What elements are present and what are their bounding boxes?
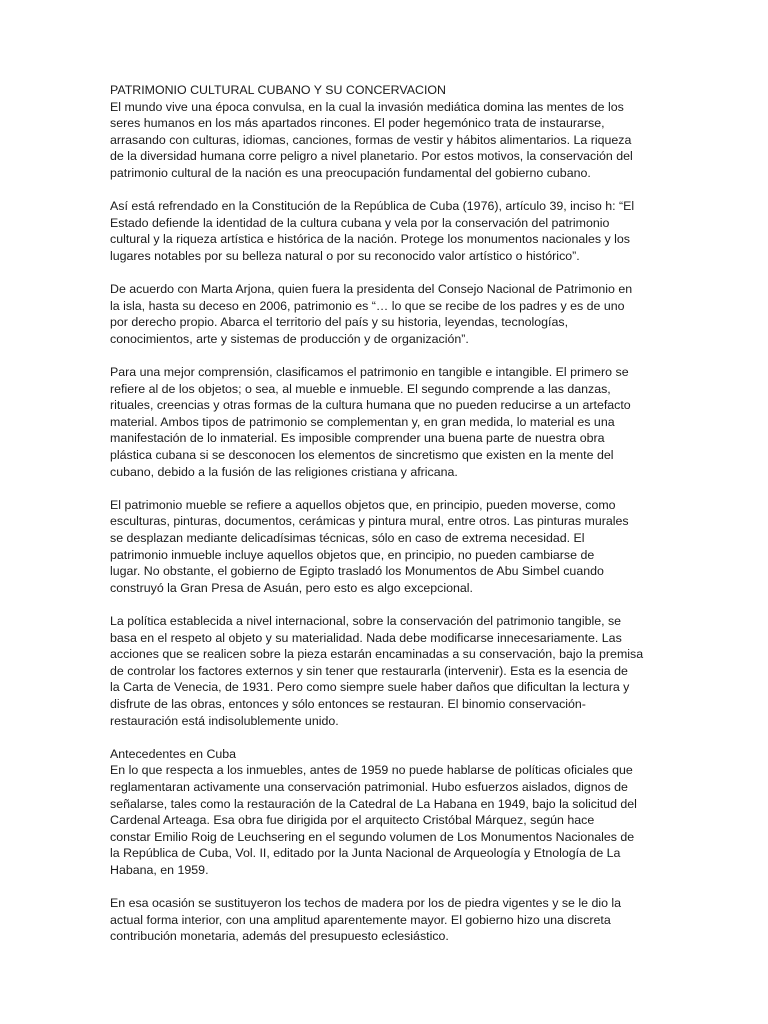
paragraph-line: señalarse, tales como la restauración de la Catedral de La Habana en 1949, bajo la solicitud del [110, 796, 637, 811]
paragraph [110, 613, 670, 729]
document-page [110, 82, 670, 961]
paragraph-line: esculturas, pinturas, documentos, cerámicas y pintura mural, entre otros. Las pinturas murales [110, 514, 629, 529]
paragraph-line: Habana, en 1959. [110, 862, 209, 877]
paragraph [110, 746, 670, 879]
paragraph-line: En esa ocasión se sustituyeron los techos de madera por los de piedra vigentes y se le dio la [110, 896, 622, 911]
paragraph-line: Cardenal Arteaga. Esa obra fue dirigida por el arquitecto Cristóbal Márquez, según hace [110, 813, 595, 828]
section-heading: Antecedentes en Cuba [110, 746, 237, 761]
paragraph-line: conocimientos, arte y sistemas de producción y de organización”. [110, 331, 469, 346]
paragraph-line: seres humanos en los más apartados rincones. El poder hegemónico trata de instaurarse, [110, 116, 605, 131]
paragraph-line: La política establecida a nivel internacional, sobre la conservación del patrimonio tangible, se [110, 614, 622, 628]
paragraph [110, 364, 670, 480]
paragraph [110, 497, 670, 597]
paragraph-line: refiere al de los objetos; o sea, al mueble e inmueble. El segundo comprende a las danzas, [110, 381, 611, 396]
paragraph-line: actual forma interior, con una amplitud aparentemente mayor. El gobierno hizo una discreta [110, 912, 611, 927]
paragraph-line: reglamentaran activamente una conservación patrimonial. Hubo esfuerzos aislados, dignos de [110, 779, 628, 794]
paragraph-line: de controlar los factores externos y sin tener que restaurarla (intervenir). Esta es la esencia de [110, 663, 628, 678]
paragraph-line: En lo que respecta a los inmuebles, antes de 1959 no puede hablarse de políticas oficiales que [110, 763, 633, 778]
paragraph-line: la República de Cuba, Vol. II, editado por la Junta Nacional de Arqueología y Etnología de La [110, 846, 621, 861]
paragraph-line: arrasando con culturas, idiomas, canciones, formas de vestir y hábitos alimentarios. La riqueza [110, 132, 632, 147]
paragraph-line: patrimonio inmueble incluye aquellos objetos que, en principio, no pueden cambiarse de [110, 547, 595, 562]
paragraph-line: El mundo vive una época convulsa, en la cual la invasión mediática domina las mentes de los [110, 99, 624, 114]
paragraph-line: lugar. No obstante, el gobierno de Egipto trasladó los Monumentos de Abu Simbel cuando [110, 564, 604, 579]
paragraph-line: disfrute de las obras, entonces y sólo entonces se restauran. El binomio conservación- [110, 696, 586, 711]
paragraph-line: El patrimonio mueble se refiere a aquellos objetos que, en principio, pueden moverse, como [110, 497, 616, 512]
paragraph [110, 895, 670, 945]
paragraph-line: Estado defiende la identidad de la cultura cubana y vela por la conservación del patrimonio [110, 215, 610, 230]
paragraph-line: lugares notables por su belleza natural o por su reconocido valor artístico o histórico”. [110, 248, 580, 263]
paragraph-line: plástica cubana si se desconocen los elementos de sincretismo que existen en la mente del [110, 448, 614, 463]
paragraph-line: basa en el respeto al objeto y su materialidad. Nada debe modificarse innecesariamente. Las [110, 630, 622, 645]
paragraph-line: Así está refrendado en la Constitución de la República de Cuba (1976), artículo 39, inciso h: “El [110, 199, 635, 214]
paragraph-line: cultural y la riqueza artística e histórica de la nación. Protege los monumentos nacionales y los [110, 232, 630, 247]
paragraph-line: De acuerdo con Marta Arjona, quien fuera la presidenta del Consejo Nacional de Patrimonio en [110, 282, 633, 297]
paragraph-line: material. Ambos tipos de patrimonio se complementan y, en gran medida, lo material es una [110, 414, 615, 429]
paragraph-line: la isla, hasta su deceso en 2006, patrimonio es “… lo que se recibe de los padres y es de uno [110, 298, 625, 313]
paragraph-line: cubano, debido a la fusión de las religiones cristiana y africana. [110, 464, 458, 479]
paragraph-line: restauración está indisolublemente unido. [110, 713, 339, 728]
paragraph-line: acciones que se realicen sobre la pieza estarán encaminadas a su conservación, bajo la premisa [110, 647, 644, 662]
paragraph [110, 198, 670, 264]
paragraph-line: por derecho propio. Abarca el territorio del país y su historia, leyendas, tecnologías, [110, 315, 569, 330]
paragraph-line: construyó la Gran Presa de Asuán, pero esto es algo excepcional. [110, 580, 473, 595]
paragraph-line: constar Emilio Roig de Leuchsering en el segundo volumen de Los Monumentos Nacionales de [110, 829, 635, 844]
paragraph-line: manifestación de lo inmaterial. Es imposible comprender una buena parte de nuestra obra [110, 431, 605, 446]
paragraph-line: se desplazan mediante delicadísimas técnicas, sólo en caso de extrema necesidad. El [110, 531, 585, 546]
document-title: PATRIMONIO CULTURAL CUBANO Y SU CONCERVACION [110, 83, 446, 97]
paragraph-line: Para una mejor comprensión, clasificamos el patrimonio en tangible e intangible. El primero se [110, 365, 629, 380]
paragraph-line: de la diversidad humana corre peligro a nivel planetario. Por estos motivos, la conservación del [110, 149, 633, 164]
paragraph [110, 281, 670, 347]
paragraph-line: la Carta de Venecia, de 1931. Pero como siempre suele haber daños que dificultan la lectura y [110, 680, 630, 695]
paragraph-line: contribución monetaria, además del presupuesto eclesiástico. [110, 929, 449, 944]
paragraph-line: patrimonio cultural de la nación es una preocupación fundamental del gobierno cubano. [110, 165, 591, 180]
paragraph-line: rituales, creencias y otras formas de la cultura humana que no pueden reducirse a un artefacto [110, 398, 631, 413]
paragraph [110, 99, 670, 182]
